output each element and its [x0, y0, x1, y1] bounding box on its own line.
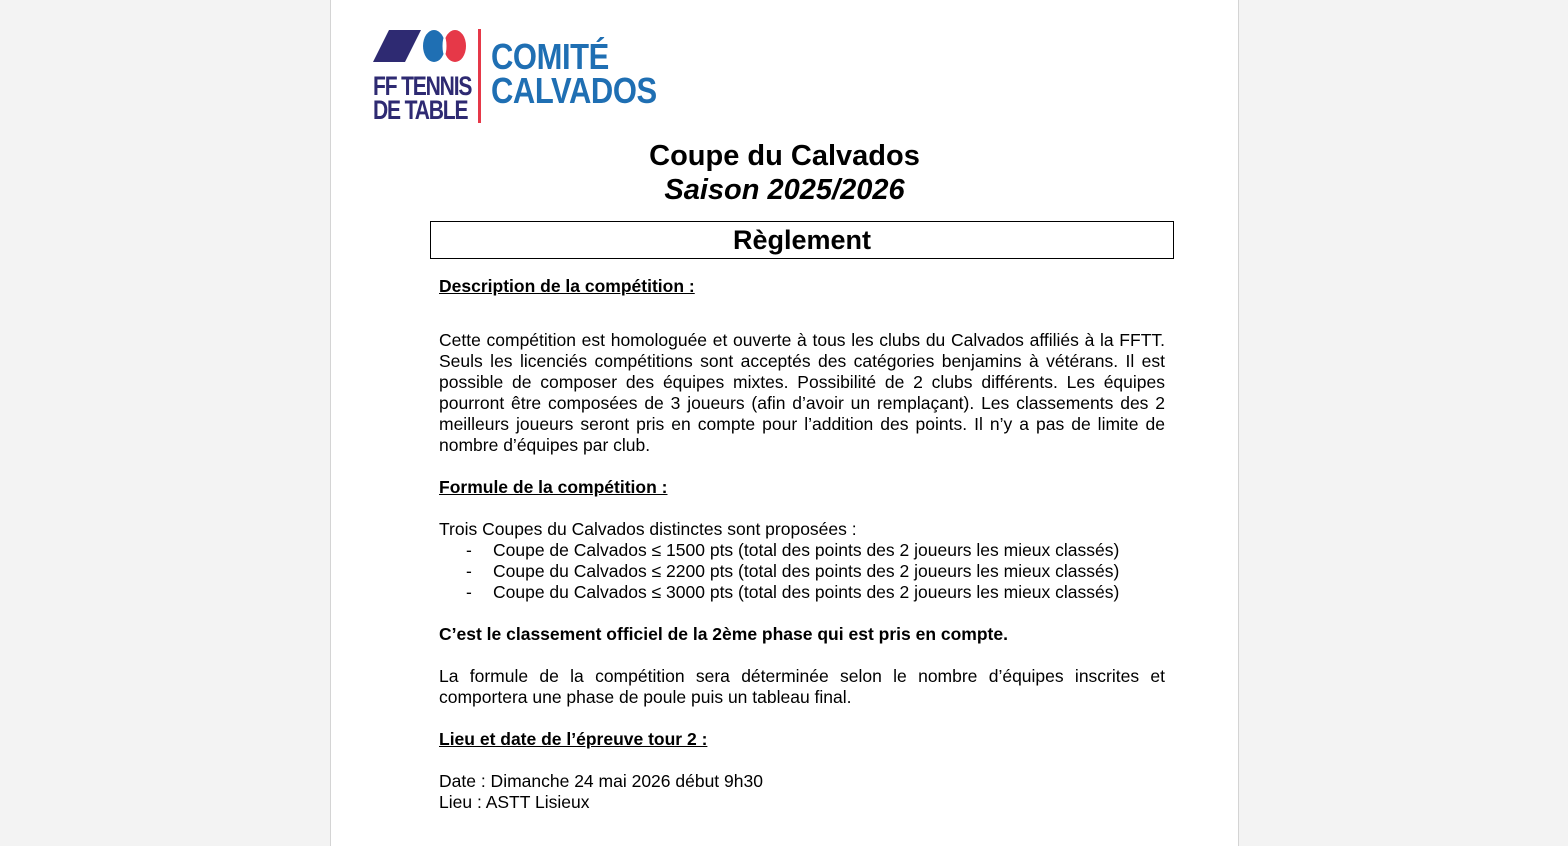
section-title-box: Règlement — [430, 221, 1174, 259]
formule-intro: Trois Coupes du Calvados distinctes sont proposées : — [439, 519, 857, 539]
description-heading: Description de la compétition : — [439, 276, 695, 296]
formule-heading: Formule de la compétition : — [439, 477, 668, 497]
cup-list — [439, 540, 1165, 603]
logo-divider — [478, 29, 481, 123]
list-item-text: Coupe du Calvados ≤ 2200 pts (total des points des 2 joueurs les mieux classés) — [493, 561, 1120, 581]
vertical-scrollbar[interactable] — [1558, 0, 1568, 846]
format-paragraph: La formule de la compétition sera déterminée selon le nombre d’équipes inscrites et comportera une phase de poule puis un tableau final. — [439, 666, 1165, 707]
fftt-logo-mark-icon — [373, 30, 469, 62]
season-subtitle: Saison 2025/2026 — [664, 174, 905, 206]
list-item — [439, 582, 1165, 603]
document-body — [439, 276, 1165, 813]
classement-note: C’est le classement officiel de la 2ème phase qui est pris en compte. — [439, 624, 1008, 644]
fftt-calvados-logo — [373, 30, 673, 126]
lieu-heading: Lieu et date de l’épreuve tour 2 : — [439, 729, 708, 749]
list-bullet: - — [466, 540, 472, 560]
document-title: Coupe du Calvados — [649, 140, 920, 172]
document-page — [330, 0, 1239, 846]
list-bullet: - — [466, 561, 472, 581]
committee-line-1: COMITÉ — [491, 36, 609, 77]
federation-line-2: DE TABLE — [373, 95, 468, 125]
list-item-text: Coupe de Calvados ≤ 1500 pts (total des points des 2 joueurs les mieux classés) — [493, 540, 1120, 560]
event-date: Date : Dimanche 24 mai 2026 début 9h30 — [439, 771, 763, 791]
description-paragraph: Cette compétition est homologuée et ouverte à tous les clubs du Calvados affiliés à la FFTT. Seuls les licenciés compétitions sont acceptés des catégories benjamins à vétérans. Il est possible de composer des équipes mixtes. Possibilité de 2 clubs différents. Les équipes pourront être composées de 3 joueurs (afin d’avoir un remplaçant). Les classements des 2 meilleurs joueurs seront pris en compte pour l’addition des points. Il n’y a pas de limite de nombre d’équipes par club. — [439, 330, 1165, 455]
list-item-text: Coupe du Calvados ≤ 3000 pts (total des points des 2 joueurs les mieux classés) — [493, 582, 1120, 602]
list-item — [439, 561, 1165, 582]
committee-name — [491, 36, 657, 111]
list-item — [439, 540, 1165, 561]
event-place: Lieu : ASTT Lisieux — [439, 792, 590, 812]
federation-line-1: FF TENNIS — [373, 71, 472, 101]
committee-line-2: CALVADOS — [491, 70, 657, 111]
federation-name — [373, 71, 472, 125]
list-bullet: - — [466, 582, 472, 602]
